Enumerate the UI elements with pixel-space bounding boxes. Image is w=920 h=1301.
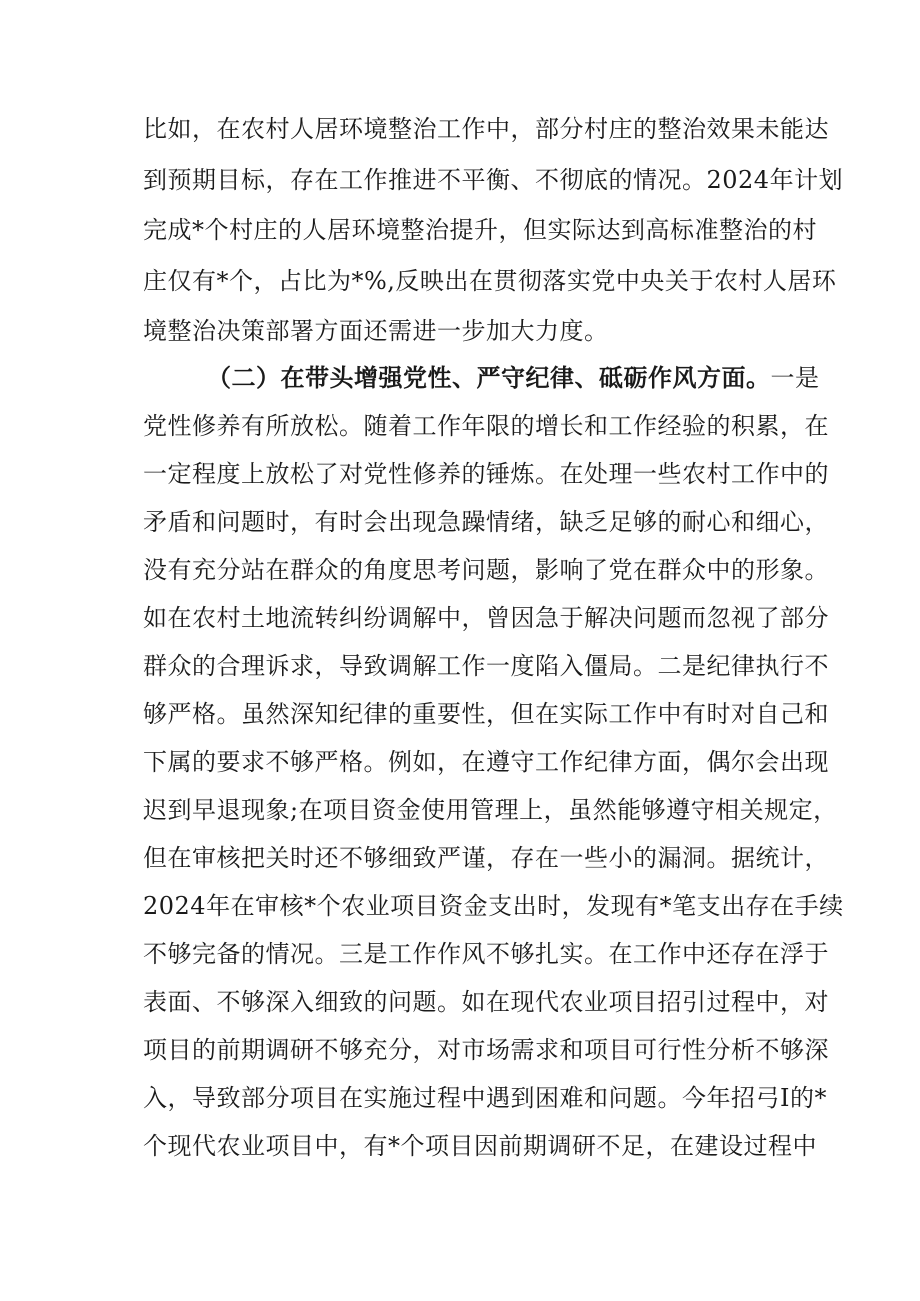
paragraph-2-line: 2024年在审核*个农业项目资金支出时，发现有*笔支出存在手续 — [143, 892, 844, 920]
paragraph-2-line: 群众的合理诉求，导致调解工作一度陷入僵局。二是纪律执行不 — [143, 652, 829, 680]
paragraph-2-line: 项目的前期调研不够充分，对市场需求和项目可行性分析不够深 — [143, 1036, 829, 1064]
paragraph-2-line: 矛盾和问题时，有时会出现急躁情绪，缺乏足够的耐心和细心， — [143, 508, 829, 536]
section-heading-line — [207, 362, 820, 394]
paragraph-1-line: 完成*个村庄的人居环境整治提升，但实际达到高标准整治的村 — [143, 216, 817, 244]
heading-line-tail: 一是 — [770, 364, 820, 392]
paragraph-1-line: 到预期目标，存在工作推进不平衡、不彻底的情况。2024年计划 — [143, 166, 844, 194]
paragraph-2-line: 表面、不够深入细致的问题。如在现代农业项目招引过程中，对 — [143, 988, 829, 1016]
paragraph-2-line: 不够完备的情况。三是工作作风不够扎实。在工作中还存在浮于 — [143, 940, 829, 968]
paragraph-2-line: 一定程度上放松了对党性修养的锤炼。在处理一些农村工作中的 — [143, 460, 829, 488]
paragraph-2-line: 个现代农业项目中，有*个项目因前期调研不足，在建设过程中 — [143, 1132, 817, 1160]
paragraph-1-line: 比如，在农村人居环境整治工作中，部分村庄的整治效果未能达 — [143, 115, 829, 143]
section-heading: （二）在带头增强党性、严守纪律、砥砺作风方面。 — [207, 363, 771, 392]
paragraph-2-line: 入，导致部分项目在实施过程中遇到困难和问题。今年招弓I的* — [143, 1084, 827, 1112]
paragraph-2-line: 迟到早退现象;在项目资金使用管理上，虽然能够遵守相关规定， — [143, 796, 838, 824]
paragraph-2-line: 如在农村土地流转纠纷调解中，曾因急于解决问题而忽视了部分 — [143, 604, 829, 632]
paragraph-2-line: 没有充分站在群众的角度思考问题，影响了党在群众中的形象。 — [143, 556, 829, 584]
paragraph-1-line: 境整治决策部署方面还需进一步加大力度。 — [143, 317, 609, 345]
paragraph-2-line: 够严格。虽然深知纪律的重要性，但在实际工作中有时对自己和 — [143, 700, 829, 728]
paragraph-2-line: 但在审核把关时还不够细致严谨，存在一些小的漏洞。据统计， — [143, 844, 829, 872]
paragraph-2-line: 党性修养有所放松。随着工作年限的增长和工作经验的积累，在 — [143, 412, 829, 440]
paragraph-1-line: 庄仅有*个，占比为*%,反映出在贯彻落实党中央关于农村人居环 — [143, 267, 837, 295]
paragraph-2-line: 下属的要求不够严格。例如，在遵守工作纪律方面，偶尔会出现 — [143, 748, 829, 776]
